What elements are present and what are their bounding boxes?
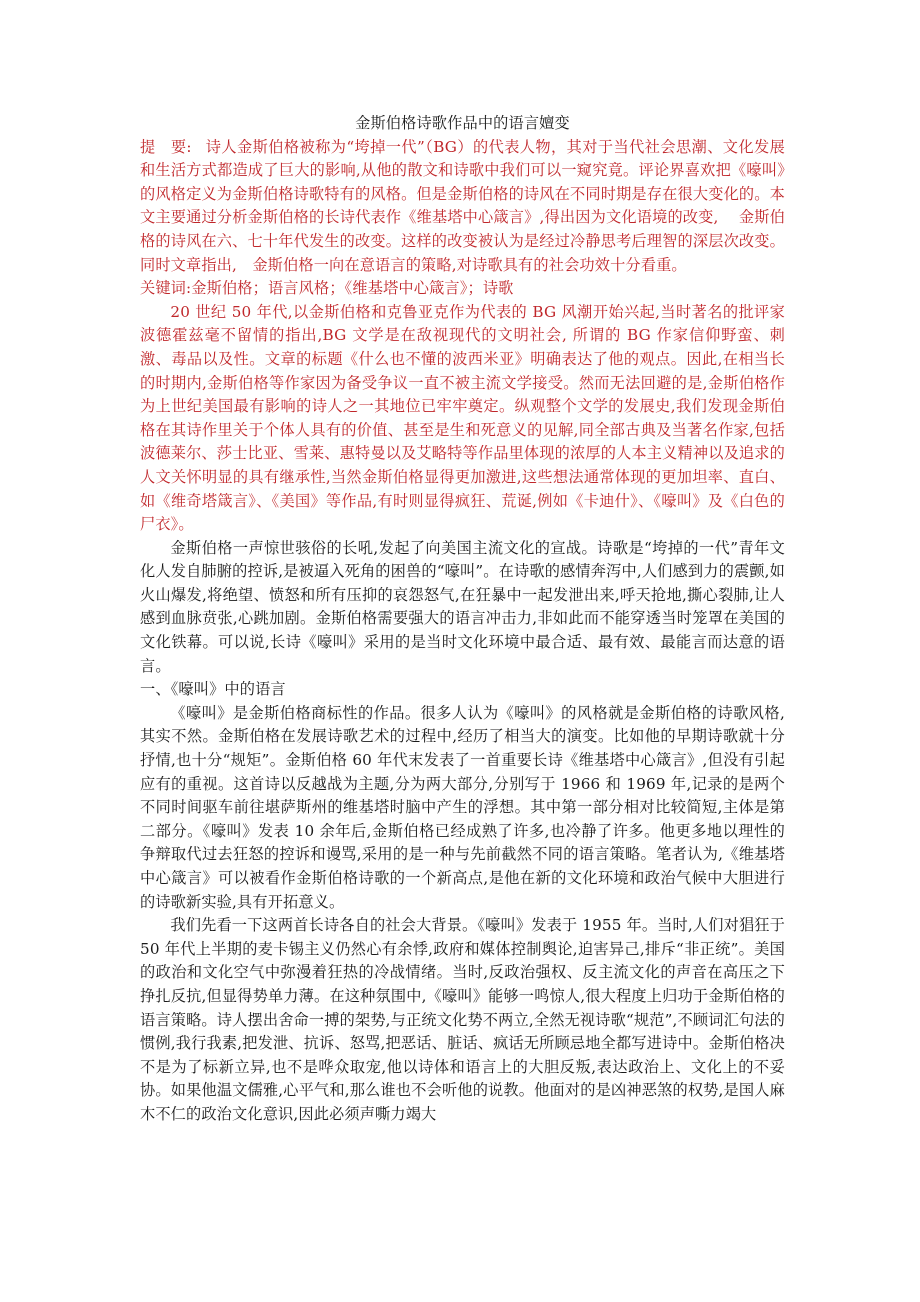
- paragraph-4: 我们先看一下这两首长诗各自的社会大背景。《嚎叫》发表于 1955 年。当时,人们对猖狂于 50 年代上半期的麦卡锡主义仍然心有余悸,政府和媒体控制舆论,迫害异己,排斥“非正统”。美国的政治和文化空气中弥漫着狂热的冷战情绪。当时,反政治强权、反主流文化的声音在高压之下挣扎反抗,但显得势单力薄。在这种氛围中,《嚎叫》能够一鸣惊人,很大程度上归功于金斯伯格的语言策略。诗人摆出舍命一搏的架势,与正统文化势不两立,全然无视诗歌“规范”,不顾词汇句法的惯例,我行我素,把发泄、抗诉、怒骂,把恶话、脏话、疯话无所顾忌地全都写进诗中。金斯伯格决不是为了标新立异,也不是哗众取宠,他以诗体和语言上的大胆反叛,表达政治上、文化上的不妥协。如果他温文儒雅,心平气和,那么谁也不会听他的说教。他面对的是凶神恶煞的权势,是国人麻木不仁的政治文化意识,因此必须声嘶力竭大: [140, 916, 785, 1123]
- paragraph-3: 《嚎叫》是金斯伯格商标性的作品。很多人认为《嚎叫》的风格就是金斯伯格的诗歌风格,其实不然。金斯伯格在发展诗歌艺术的过程中,经历了相当大的演变。比如他的早期诗歌就十分抒情,也十分“规矩”。金斯伯格 60 年代末发表了一首重要长诗《维基塔中心箴言》,但没有引起应有的重视。这首诗以反越战为主题,分为两大部分,分别写于 1966 和 1969 年,记录的是两个不同时间驱车前往堪萨斯州的维基塔时脑中产生的浮想。其中第一部分相对比较简短,主体是第二部分。《嚎叫》发表 10 余年后,金斯伯格已经成熟了许多,也冷静了许多。他更多地以理性的争辩取代过去狂怒的控诉和谩骂,采用的是一种与先前截然不同的语言策略。笔者认为,《维基塔中心箴言》可以被看作金斯伯格诗歌的一个新高点,是他在新的文化环境和政治气候中大胆进行的诗歌新实验,具有开拓意义。: [140, 703, 785, 911]
- document-title: 金斯伯格诗歌作品中的语言嬗变: [355, 114, 570, 132]
- abstract-body: 诗人金斯伯格被称为“垮掉一代”（BG）的代表人物，其对于当代社会思潮、文化发展和生活方式都造成了巨大的影响,从他的散文和诗歌中我们可以一窥究竟。评论界喜欢把《嚎叫》的风格定义为金斯伯格诗歌特有的风格。但是金斯伯格的诗风在不同时期是存在很大变化的。本文主要通过分析金斯伯格的长诗代表作《维基塔中心箴言》,得出因为文化语境的改变, 金斯伯格的诗风在六、七十年代发生的改变。这样的改变被认为是经过冷静思考后理智的深层次改变。同时文章指出, 金斯伯格一向在意语言的策略,对诗歌具有的社会功效十分看重。: [140, 137, 785, 274]
- section-heading-1: 一、《嚎叫》中的语言: [140, 680, 286, 699]
- paragraph-2: 金斯伯格一声惊世骇俗的长吼,发起了向美国主流文化的宣战。诗歌是“垮掉的一代”青年文化人发自肺腑的控诉,是被逼入死角的困兽的“嚎叫”。在诗歌的感情奔泻中,人们感到力的震颤,如火山爆发,将绝望、愤怒和所有压抑的哀怨怒气,在狂暴中一起发泄出来,呼天抢地,撕心裂肺,让人感到血脉贲张,心跳加剧。金斯伯格需要强大的语言冲击力,非如此而不能穿透当时笼罩在美国的文化铁幕。可以说,长诗《嚎叫》采用的是当时文化环境中最合适、最有效、最能言而达意的语言。: [140, 538, 785, 675]
- abstract-label: 提 要:: [140, 137, 192, 156]
- paragraph-1: 20 世纪 50 年代,以金斯伯格和克鲁亚克作为代表的 BG 风潮开始兴起,当时著名的批评家波德霍兹毫不留情的指出,BG 文学是在敌视现代的文明社会, 所谓的 BG 作家信仰野蛮、刺激、毒品以及性。文章的标题《什么也不懂的波西米亚》明确表达了他的观点。因此,在相当长的时期内,金斯伯格等作家因为备受争议一直不被主流文学接受。然而无法回避的是,金斯伯格作为上世纪美国最有影响的诗人之一其地位已牢牢奠定。纵观整个文学的发展史,我们发现金斯伯格在其诗作里关于个体人具有的价值、甚至是生和死意义的见解,同全部古典及当著名作家,包括波德莱尔、莎士比亚、雪莱、惠特曼以及艾略特等作品里体现的浓厚的人本主义精神以及追求的人文关怀明显的具有继承性,当然金斯伯格显得更加激进,这些想法通常体现的更加坦率、直白、如《维奇塔箴言》、《美国》等作品,有时则显得疯狂、荒诞,例如《卡迪什》、《嚎叫》及《白色的尸衣》。: [140, 302, 785, 534]
- document-page: [140, 112, 785, 1127]
- abstract: [140, 136, 785, 278]
- keywords: 关键词:金斯伯格；语言风格；《维基塔中心箴言》；诗歌: [140, 279, 514, 298]
